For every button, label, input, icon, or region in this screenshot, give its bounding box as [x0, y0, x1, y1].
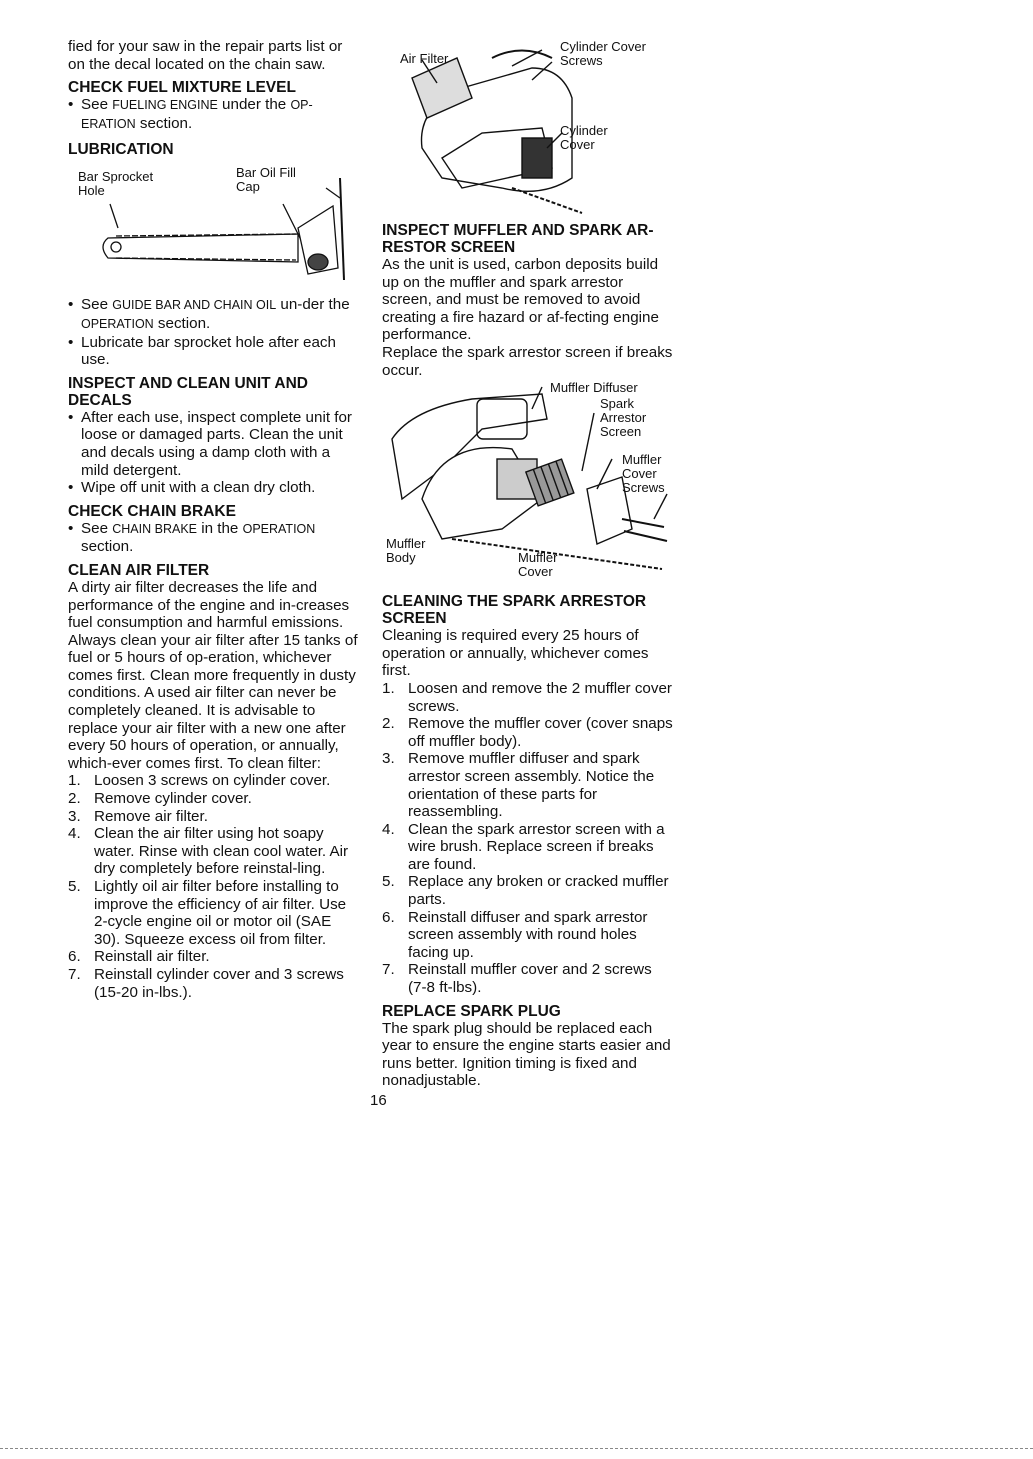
muffler-paragraph-2: Replace the spark arrestor screen if breaks occur. — [382, 343, 673, 379]
label-spark-arrestor-screen: Spark Arrestor Screen — [600, 396, 647, 440]
heading-inspect-clean: INSPECT AND CLEAN UNIT AND DECALS — [68, 374, 308, 409]
muffler-paragraph-1: As the unit is used, carbon deposits build up on the muffler and spark arrestor screen, and must be removed to avoid creating a fire hazard or af-fecting engine performance. — [382, 256, 659, 344]
muffler-figure — [382, 379, 674, 587]
bottom-divider — [0, 1448, 1033, 1449]
list-item: 1. Loosen 3 screws on cylinder cover. — [68, 772, 331, 790]
lubrication-figure — [68, 158, 358, 296]
heading-inspect-muffler: INSPECT MUFFLER AND SPARK AR-RESTOR SCREEN — [382, 222, 654, 256]
list-item: 3. Remove air filter. — [68, 807, 208, 825]
inspect-bullet-1: • After each use, inspect complete unit for loose or damaged parts. Clean the unit and decals using a damp cloth with a mild detergent. — [68, 409, 358, 479]
list-item: 4. Clean the air filter using hot soapy water. Rinse with clean cool water. Air dry completely before reinstal-ling. — [68, 825, 349, 878]
heading-replace-spark-plug: REPLACE SPARK PLUG — [382, 1002, 561, 1020]
label-muffler-cover-screws: Muffler Cover Screws — [622, 452, 665, 496]
label-bar-oil-fill-cap: Bar Oil Fill Cap — [236, 165, 296, 195]
brake-bullet: • See CHAIN BRAKE in the OPERATION section. — [68, 520, 358, 556]
label-muffler-cover: Muffler Cover — [518, 550, 558, 580]
heading-chain-brake: CHECK CHAIN BRAKE — [68, 502, 236, 520]
cleaning-paragraph: Cleaning is required every 25 hours of operation or annually, whichever comes first. — [382, 627, 649, 680]
list-item: 6. Reinstall diffuser and spark arrestor screen assembly with round holes facing up. — [382, 908, 648, 961]
heading-lubrication: LUBRICATION — [68, 141, 174, 159]
list-item: 6. Reinstall air filter. — [68, 948, 210, 966]
list-item: 7. Reinstall muffler cover and 2 screws (7-8 ft-lbs). — [382, 961, 652, 997]
list-item: 2. Remove cylinder cover. — [68, 790, 252, 808]
lubrication-bullet-2: • Lubricate bar sprocket hole after each use. — [68, 334, 358, 369]
page-number: 16 — [370, 1092, 387, 1109]
air-filter-steps — [68, 772, 358, 1001]
list-item: 5. Replace any broken or cracked muffler parts. — [382, 873, 669, 909]
list-item: 4. Clean the spark arrestor screen with a wire brush. Replace screen if breaks are found. — [382, 820, 665, 873]
list-item: 1. Loosen and remove the 2 muffler cover screws. — [382, 679, 672, 715]
label-muffler-diffuser: Muffler Diffuser — [550, 380, 638, 396]
label-bar-sprocket-hole: Bar Sprocket Hole — [78, 169, 154, 199]
label-cylinder-cover: Cylinder Cover — [560, 123, 608, 152]
list-item: 3. Remove muffler diffuser and spark arrestor screen assembly. Notice the orientation of these parts for reassembling. — [382, 750, 655, 821]
list-item: 7. Reinstall cylinder cover and 3 screws (15-20 in-lbs.). — [68, 965, 344, 1001]
lubrication-bullet-1: • See GUIDE BAR AND CHAIN OIL un-der the OPERATION section. — [68, 296, 358, 333]
label-cylinder-cover-screws: Cylinder Cover Screws — [560, 39, 646, 68]
fuel-bullet: • See FUELING ENGINE under the OP- ERATION section. — [68, 96, 358, 133]
left-column — [68, 38, 358, 1001]
spark-plug-paragraph: The spark plug should be replaced each year to ensure the engine starts easier and runs better. Ignition timing is fixed and nonadjustable. — [382, 1019, 671, 1090]
heading-cleaning-spark-arrestor: CLEANING THE SPARK ARRESTOR SCREEN — [382, 593, 647, 628]
intro-text: fied for your saw in the repair parts list or on the decal located on the chain saw. — [68, 38, 343, 73]
label-air-filter: Air Filter — [400, 51, 449, 66]
right-column — [382, 38, 674, 1090]
heading-check-fuel: CHECK FUEL MIXTURE LEVEL — [68, 79, 296, 97]
inspect-bullet-2: • Wipe off unit with a clean dry cloth. — [68, 479, 358, 497]
cleaning-steps — [382, 680, 674, 997]
heading-air-filter: CLEAN AIR FILTER — [68, 561, 210, 579]
list-item: 2. Remove the muffler cover (cover snaps off muffler body). — [382, 715, 673, 750]
cylinder-cover-figure — [382, 38, 674, 216]
air-filter-paragraph: A dirty air filter decreases the life and performance of the engine and in-creases fuel consumption and harmful emissions. Always clean your air filter after 15 tanks of fuel or 5 hours of op-eration, whichever comes first. Clean more frequently in dusty conditions. A used air filter can never be completely cleaned. It is advisable to replace your air filter with a new one after every 50 hours of operation, or annually, which-ever comes first. To clean filter: — [68, 578, 358, 772]
list-item: 5. Lightly oil air filter before installing to improve the efficiency of air filter. Use 2-cycle engine oil or motor oil (SAE 30). Squeeze excess oil from filter. — [68, 878, 347, 948]
label-muffler-body: Muffler Body — [386, 536, 426, 566]
